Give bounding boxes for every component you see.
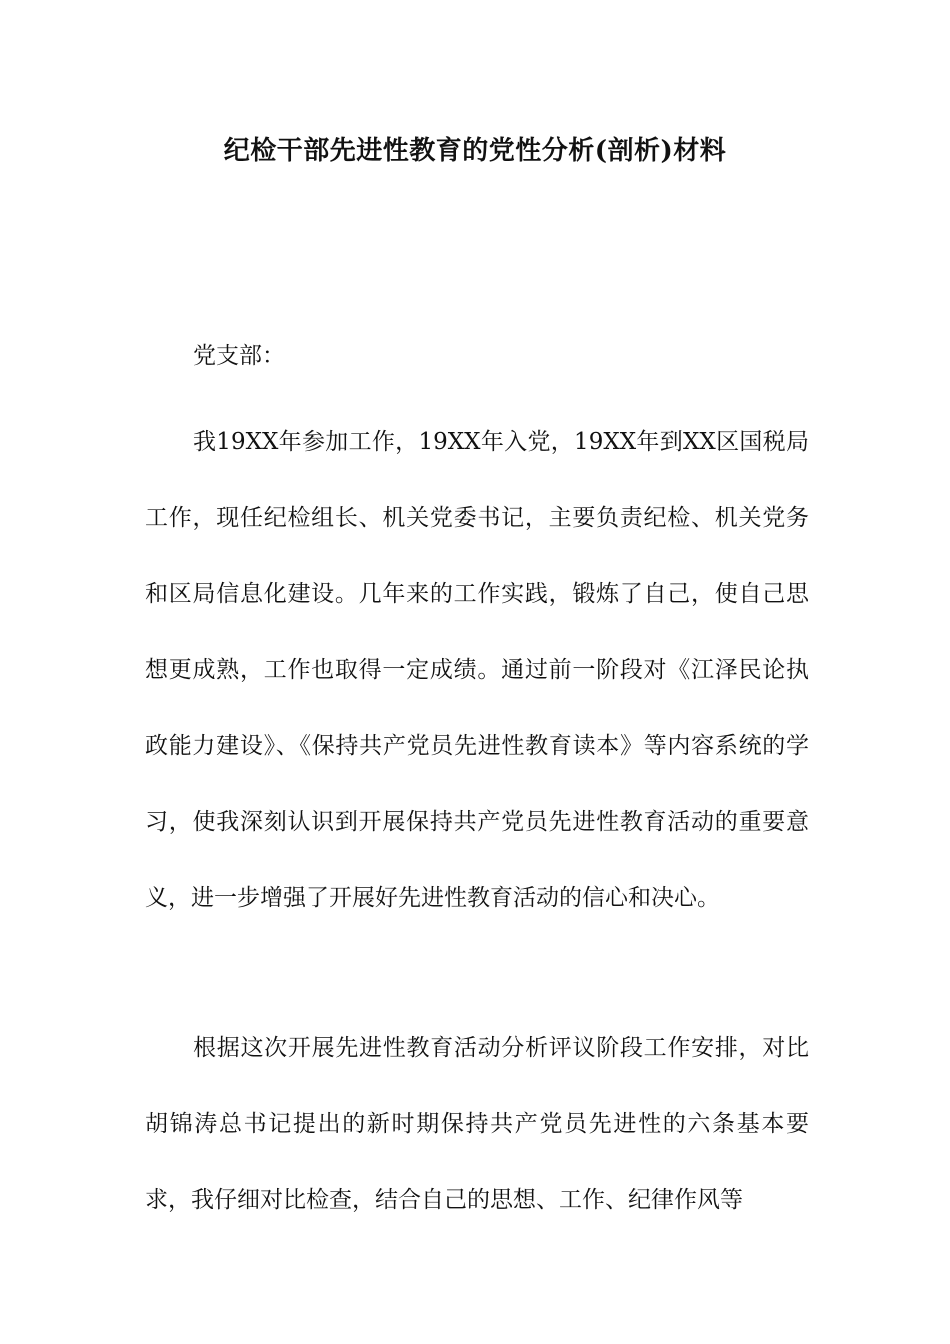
- salutation: 党支部：: [193, 343, 285, 369]
- body-paragraph: 我19XX年参加工作，19XX年入党，19XX年到XX区国税局工作，现任纪检组长、机关党委书记，主要负责纪检、机关党务和区局信息化建设。几年来的工作实践，锻炼了自己，使自己思想更成熟，工作也取得一定成绩。通过前一阶段对《江泽民论执政能力建设》、《保持共产党员先进性教育读本》等内容系统的学习，使我深刻认识到开展保持共产党员先进性教育活动的重要意义，进一步增强了开展好先进性教育活动的信心和决心。: [145, 429, 809, 911]
- body-paragraph: 根据这次开展先进性教育活动分析评议阶段工作安排，对比胡锦涛总书记提出的新时期保持共产党员先进性的六条基本要求，我仔细对比检查，结合自己的思想、工作、纪律作风等: [145, 1035, 809, 1213]
- document-title: 纪检干部先进性教育的党性分析(剖析)材料: [223, 136, 727, 166]
